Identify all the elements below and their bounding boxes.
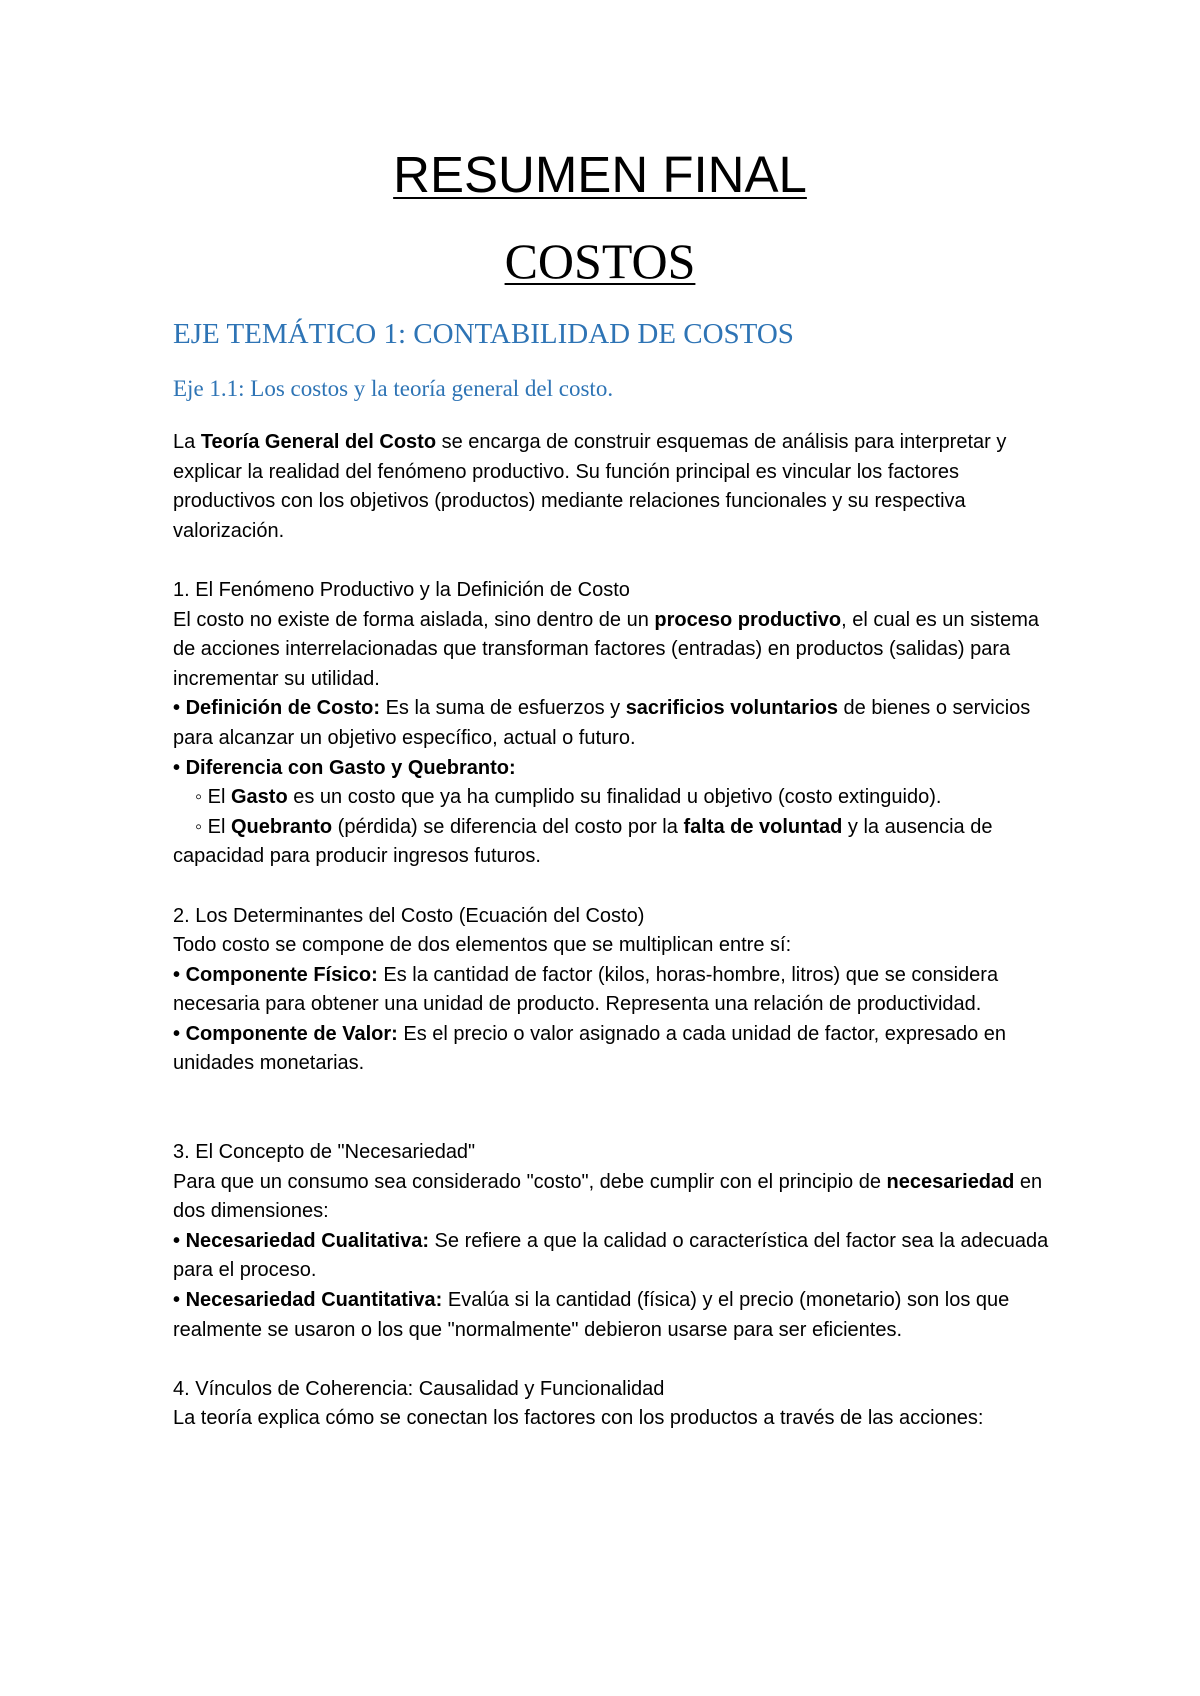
s3-text-a: Para que un consumo sea considerado "costo", debe cumplir con el principio de: [173, 1170, 887, 1193]
s1-bold: proceso productivo: [654, 608, 842, 631]
intro-paragraph: [173, 428, 1063, 546]
bullet-icon: •: [173, 963, 186, 986]
cuantitativa-label: Necesariedad Cuantitativa:: [185, 1289, 443, 1312]
bullet-icon: •: [173, 1289, 186, 1312]
section-2-heading: 2. Los Determinantes del Costo (Ecuación del Costo): [173, 904, 645, 927]
s1-text-c: , el cual es un sistema de acciones interrelacionadas que transforman factores (entradas) en productos (salidas) para incrementar su utilidad.: [173, 608, 1039, 690]
section-1-heading: 1. El Fenómeno Productivo y la Definición de Costo: [173, 578, 630, 601]
bullet-icon: •: [173, 1022, 186, 1045]
def-text-c: de bienes o servicios para alcanzar un objetivo específico, actual o futuro.: [173, 697, 1031, 749]
eje-tematico-heading: EJE TEMÁTICO 1: CONTABILIDAD DE COSTOS: [173, 318, 794, 350]
quebranto-bold: Quebranto: [231, 815, 333, 838]
quebranto-text-c: (pérdida) se diferencia del costo por la: [332, 815, 684, 838]
quebranto-prefix: ◦ El: [195, 815, 231, 838]
section-3-paragraph: [173, 1168, 1063, 1227]
cualitativa-bullet: [173, 1227, 1063, 1286]
section-3-heading: 3. El Concepto de "Necesariedad": [173, 1141, 476, 1164]
fisico-bullet: [173, 961, 1063, 1020]
bullet-icon: •: [173, 756, 186, 779]
s3-bold: necesariedad: [886, 1170, 1015, 1193]
gasto-text: es un costo que ya ha cumplido su finalidad u objetivo (costo extinguido).: [287, 786, 942, 809]
diferencia-label: Diferencia con Gasto y Quebranto:: [185, 756, 516, 779]
document-body: [173, 428, 1063, 1434]
cualitativa-label: Necesariedad Cualitativa:: [185, 1229, 429, 1252]
bullet-icon: •: [173, 1229, 186, 1252]
gasto-subitem: [173, 783, 1063, 813]
document-title: RESUMEN FINAL: [393, 146, 807, 203]
cualitativa-text: Se refiere a que la calidad o característica del factor sea la adecuada para el proceso.: [173, 1229, 1049, 1282]
intro-text-a: La: [173, 431, 201, 453]
eje-sub-heading: Eje 1.1: Los costos y la teoría general del costo.: [173, 376, 614, 401]
quebranto-subitem: [173, 813, 1063, 872]
fisico-text: Es la cantidad de factor (kilos, horas-hombre, litros) que se considera necesaria para obtener una unidad de producto. Representa una relación de productividad.: [173, 963, 999, 1016]
bullet-icon: •: [173, 697, 186, 720]
intro-text-c: se encarga de construir esquemas de análisis para interpretar y explicar la realidad del fenómeno productivo. Su función principal es vincular los factores productivos con los objetivos (productos) mediante relaciones funcionales y su respectiva valorización.: [173, 431, 1007, 542]
section-2-paragraph: Todo costo se compone de dos elementos que se multiplican entre sí:: [173, 934, 792, 957]
gasto-prefix: ◦ El: [195, 786, 231, 809]
definicion-label: Definición de Costo:: [185, 697, 381, 720]
fisico-label: Componente Físico:: [185, 963, 378, 986]
section-4-paragraph: La teoría explica cómo se conectan los factores con los productos a través de las acciones:: [173, 1407, 984, 1430]
intro-bold: Teoría General del Costo: [200, 431, 437, 453]
cuantitativa-bullet: [173, 1286, 1063, 1345]
quebranto-text-e: y la ausencia de capacidad para producir ingresos futuros.: [173, 815, 993, 868]
def-bold: sacrificios voluntarios: [625, 697, 838, 720]
def-text-a: Es la suma de esfuerzos y: [380, 697, 626, 720]
s3-text-c: en dos dimensiones:: [173, 1170, 1043, 1223]
gasto-bold: Gasto: [231, 786, 288, 809]
diferencia-bullet: [173, 754, 1063, 784]
valor-bullet: [173, 1020, 1063, 1079]
valor-text: Es el precio o valor asignado a cada unidad de factor, expresado en unidades monetarias.: [173, 1022, 1006, 1075]
document-subtitle: COSTOS: [504, 233, 696, 289]
section-1-paragraph: [173, 606, 1063, 695]
quebranto-bold-d: falta de voluntad: [683, 815, 843, 838]
s1-text-a: El costo no existe de forma aislada, sino dentro de un: [173, 608, 655, 631]
definicion-bullet: [173, 694, 1063, 753]
cuantitativa-text: Evalúa si la cantidad (física) y el precio (monetario) son los que realmente se usaron o los que "normalmente" debieron usarse para ser eficientes.: [173, 1289, 1010, 1341]
valor-label: Componente de Valor:: [185, 1022, 398, 1045]
section-4-heading: 4. Vínculos de Coherencia: Causalidad y Funcionalidad: [173, 1377, 665, 1400]
